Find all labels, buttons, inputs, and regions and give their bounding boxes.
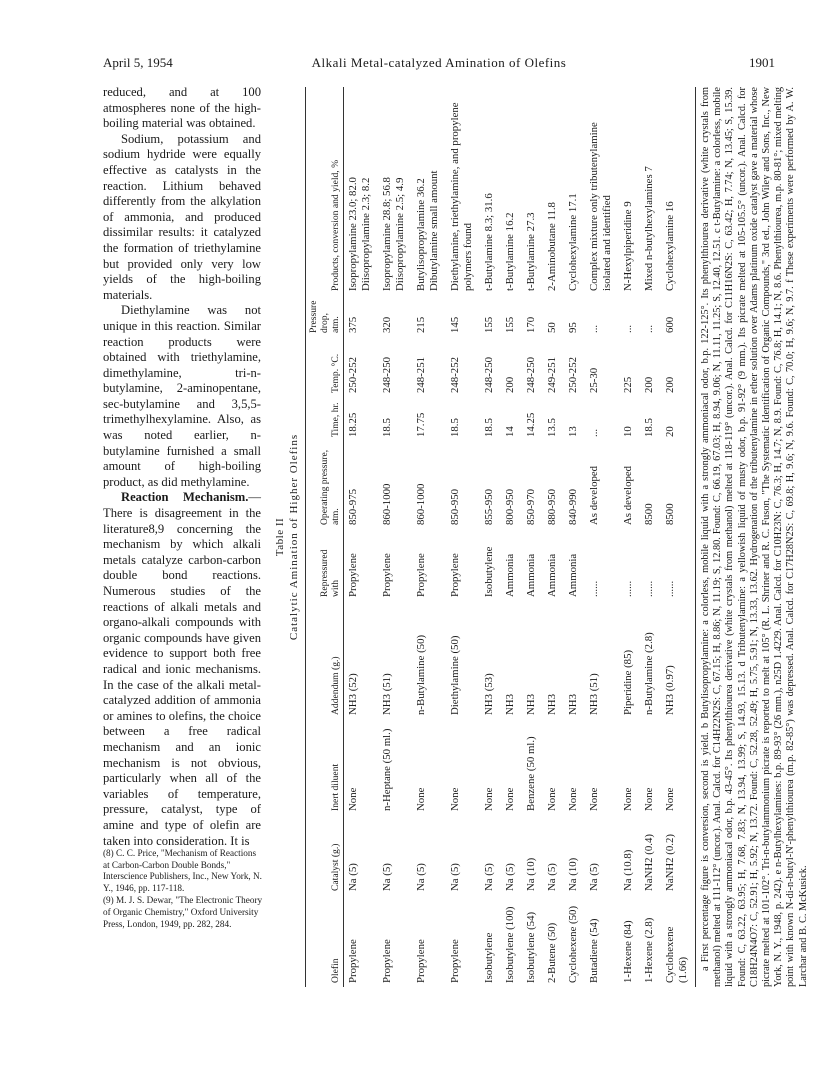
paragraph-1: reduced, and at 100 atmospheres none of the high-boiling material was obtained. [103, 85, 261, 131]
table-header-cell: Pressure drop, atm. [308, 300, 341, 333]
table-cell: 249-251 [546, 357, 558, 393]
table-cell: 13.5 [546, 418, 558, 437]
table-cell: None [664, 787, 676, 811]
table-cell: Butadiene (54) [588, 918, 600, 983]
table-cell: Propylene [415, 553, 427, 597]
table-header-cell: Addendum (g.) [330, 656, 341, 715]
table-cell: None [415, 787, 427, 811]
footnotes [103, 848, 263, 931]
table-cell: NH3 (53) [483, 673, 495, 715]
table-cell: Na (5) [415, 863, 427, 891]
table-cell: 2-Butene (50) [546, 922, 558, 983]
table-cell: 248-250 [381, 357, 393, 393]
table-cell: ... [643, 324, 655, 333]
table-cell: 860-1000 [415, 483, 427, 525]
table-row [344, 87, 379, 987]
table-cell: None [567, 787, 579, 811]
table-cell: NaNH2 (0.4) [643, 834, 655, 891]
table-cell: Cyclohexene (1.66) [664, 926, 689, 983]
table-cell: Na (5) [546, 863, 558, 891]
table-header-cell: Temp. °C. [330, 353, 341, 393]
table-header-cell: Products, conversion and yield, % [330, 159, 341, 291]
table-cell: 1-Hexene (84) [622, 920, 634, 983]
table-row [446, 87, 480, 987]
table-cell: NH3 [504, 694, 516, 715]
table-cell: Piperidine (85) [622, 649, 634, 715]
table-cell: Na (5) [504, 863, 516, 891]
table-header-cell: Inert diluent [330, 763, 341, 811]
table-cell: Propylene [347, 939, 359, 983]
table-cell: Propylene [347, 553, 359, 597]
table-row [640, 87, 661, 987]
table-cell: 25-30 [588, 367, 600, 393]
table-cell: 13 [567, 426, 579, 437]
table-cell: Na (5) [588, 863, 600, 891]
table-cell: None [449, 787, 461, 811]
table-cell: Diethylamine, triethylamine, and propylene polymers found [449, 102, 474, 291]
table-cell: 250-252 [347, 357, 359, 393]
table-cell: NH3 (51) [588, 673, 600, 715]
table-cell: Propylene [449, 553, 461, 597]
header-title: Alkali Metal-catalyzed Amination of Olefins [311, 55, 567, 70]
table-header-row [306, 87, 344, 987]
table-row [522, 87, 543, 987]
table-cell: ...... [588, 580, 600, 597]
table-cell: NH3 [525, 694, 537, 715]
table-row [543, 87, 564, 987]
table-cell: 2-Aminobutane 11.8 [546, 202, 558, 291]
table-cell: 840-990 [567, 489, 579, 525]
table-row [661, 87, 696, 987]
table-cell: None [347, 787, 359, 811]
table-cell: None [483, 787, 495, 811]
table-cell: Ammonia [546, 553, 558, 597]
data-table [305, 87, 696, 987]
table-row [564, 87, 585, 987]
table-cell: 375 [347, 316, 359, 333]
table-cell: None [622, 787, 634, 811]
table-label: Table II [274, 517, 286, 557]
table-cell: 17.75 [415, 412, 427, 437]
table-cell: 18.25 [347, 412, 359, 437]
table-cell: NH3 [567, 694, 579, 715]
paragraph-3: Diethylamine was not unique in this reaction. Similar reaction products were obtained with triethylamine, dimethylamine, tri-n-butylamine, 2-aminopentane, sec-butylamine and 3,5,5-trimethylhexylamine. Also, as was noted earlier, n-butylamine furnished a small amount of high-boiling product, as did methylamine. [103, 303, 261, 489]
table-cell: Propylene [381, 553, 393, 597]
table-cell: Isobutylene [483, 932, 495, 983]
table-cell: 600 [664, 316, 676, 333]
table-cell: 20 [664, 426, 676, 437]
table-cell: ... [588, 324, 600, 333]
table-cell: 215 [415, 316, 427, 333]
table-cell: ... [622, 324, 634, 333]
table-cell: None [504, 787, 516, 811]
table-header-cell: Olefin [330, 958, 341, 983]
table-cell: Isopropylamine 23.0; 82.0 Diisopropylamine 2.3; 8.2 [347, 177, 372, 291]
section-heading: Reaction Mechanism. [121, 490, 249, 505]
table-cell: t-Butylamine 8.3; 31.6 [483, 193, 495, 291]
table-cell: 8500 [643, 503, 655, 525]
table-row [501, 87, 522, 987]
table-row [585, 87, 619, 987]
table-cell: ...... [643, 580, 655, 597]
table-cell: Propylene [415, 939, 427, 983]
table-cell: 18.5 [483, 418, 495, 437]
table-cell: Na (5) [347, 863, 359, 891]
table-row [480, 87, 501, 987]
page-header [103, 55, 775, 73]
table-cell: N-Hexylpiperidine 9 [622, 201, 634, 291]
table-cell: t-Butylamine 16.2 [504, 212, 516, 291]
table-cell: 800-950 [504, 489, 516, 525]
table-cell: Diethylamine (50) [449, 635, 461, 715]
table-cell: Na (10) [525, 857, 537, 891]
table-row [378, 87, 412, 987]
table-cell: 860-1000 [381, 483, 393, 525]
table-cell: 14.25 [525, 412, 537, 437]
table-cell: Cyclohexylamine 16 [664, 201, 676, 291]
table-cell: 248-250 [483, 357, 495, 393]
table-cell: 850-975 [347, 489, 359, 525]
table-cell: 10 [622, 426, 634, 437]
header-date: April 5, 1954 [103, 55, 173, 70]
table-cell: 855-950 [483, 489, 495, 525]
table-cell: Ammonia [525, 553, 537, 597]
table-cell: NH3 (52) [347, 673, 359, 715]
table-cell: Isobutylene (100) [504, 906, 516, 983]
table-header-cell: Catalyst (g.) [330, 843, 341, 891]
table-cell: NH3 (0.97) [664, 665, 676, 715]
table-cell: ...... [622, 580, 634, 597]
table-cell: 250-252 [567, 357, 579, 393]
table-cell: Ammonia [504, 553, 516, 597]
table-cell: Cyclohexene (50) [567, 905, 579, 983]
paragraph-4-text: —There is disagreement in the literature8,9 concerning the mechanism by which alkali metals catalyze carbon-carbon double bond reactions. Numerous studies of the reactions of alkali metals and organo-alkali compounds with organic compounds have given evidence to support both free radical and ionic mechanisms. In the case of the alkali metal-catalyzed addition of ammonia or amines to olefins, the choice between a free radical mechanism and an ionic mechanism is not obvious, particularly when all of the variables of temperature, pressure, catalyst, type of amine and type of olefin are taken into consideration. It is [103, 490, 261, 848]
table-cell: 320 [381, 316, 393, 333]
table-cell: n-Butylamine (2.8) [643, 632, 655, 715]
paragraph-2: Sodium, potassium and sodium hydride were equally effective as catalysts in the reaction. Lithium behaved differently from the alkylation of ammonia, and produced dissimilar results: it catalyzed the formation of triethylamine but provided only very low yields of the high-boiling materials. [103, 131, 261, 302]
table-cell: Isobutylene [483, 546, 495, 597]
table-block [273, 87, 809, 987]
table-cell: n-Butylamine (50) [415, 634, 427, 715]
table-cell: Propylene [449, 939, 461, 983]
table-cell: 850-970 [525, 489, 537, 525]
table-cell: Isobutylene (54) [525, 911, 537, 983]
table-cell: Propylene [381, 939, 393, 983]
table-cell: Na (10) [567, 857, 579, 891]
table-cell: Na (5) [449, 863, 461, 891]
table-cell: 880-950 [546, 489, 558, 525]
table-cell: Na (5) [381, 863, 393, 891]
table-cell: NH3 (51) [381, 673, 393, 715]
table-cell: 18.5 [643, 418, 655, 437]
table-cell: t-Butylamine 27.3 [525, 212, 537, 291]
table-cell: 200 [504, 376, 516, 393]
table-cell: Mixed n-butylhexylamines 7 [643, 166, 655, 291]
table-cell: 170 [525, 316, 537, 333]
table-cell: 155 [483, 316, 495, 333]
table-cell: Complex mixture only tributenylamine isolated and identified [588, 122, 613, 291]
table-header-cell: Time, hr. [330, 402, 341, 437]
table-cell: NaNH2 (0.2) [664, 834, 676, 891]
table-cell: 95 [567, 322, 579, 333]
table-body [344, 87, 696, 987]
table-cell: Na (10.8) [622, 849, 634, 891]
table-row [412, 87, 446, 987]
table-cell: ... [588, 428, 600, 437]
table-cell: 18.5 [449, 418, 461, 437]
table-cell: As developed [622, 465, 634, 525]
table-cell: 50 [546, 322, 558, 333]
table-cell: As developed [588, 465, 600, 525]
table-header-cell: Operating pressure, atm. [319, 449, 341, 525]
footnote-9: (9) M. J. S. Dewar, "The Electronic Theory of Organic Chemistry," Oxford University Press, London, 1949, pp. 282, 284. [103, 895, 263, 929]
table-cell: Cyclohexylamine 17.1 [567, 193, 579, 291]
footnote-8: (8) C. C. Price, "Mechanism of Reactions at Carbon-Carbon Double Bonds," Interscience Publishers, Inc., New York, N. Y., 1946, pp. 117-118. [103, 848, 262, 893]
table-cell: 200 [664, 376, 676, 393]
table-cell: 200 [643, 376, 655, 393]
table-cell: Ammonia [567, 553, 579, 597]
table-cell: Na (5) [483, 863, 495, 891]
table-cell: 248-251 [415, 357, 427, 393]
table-cell: 18.5 [381, 418, 393, 437]
table-row [619, 87, 640, 987]
table-cell: 1-Hexene (2.8) [643, 917, 655, 983]
table-cell: None [643, 787, 655, 811]
paragraph-4 [103, 490, 261, 849]
rotated-table-region [273, 87, 809, 987]
table-cell: 225 [622, 376, 634, 393]
table-cell: 850-950 [449, 489, 461, 525]
table-caption: Catalytic Amination of Higher Olefins [288, 433, 300, 641]
table-cell: 155 [504, 316, 516, 333]
page-number: 1901 [749, 55, 775, 70]
table-footnote: a First percentage figure is conversion, second is yield. b Butylisopropylamine: a colorless, mobile liquid with a strongly ammoniacal odor, b.p. 122-125°. Its phenylthiourea derivative (white crystals from methanol) melted at 111-112° (uncor.). Anal. Calcd. for C14H22N2S: C, 67.15; H, 8.86; N, 11.19; S, 12.80. Found: C, 66.19, 67.03; H, 8.94, 9.06; N, 11.11, 11.25; S, 12.40, 12.51. c t-Butylamine: a colorless, mobile liquid with a strongly ammoniacal odor, b.p. 43-45°. Its phenylthiourea derivative (white crystals from methanol) melted at 118-119° (uncor.). Anal. Calcd. for C11H16N2S: C, 63.42; H, 7.74; N, 13.45; S, 15.39. Found: C, 63.22, 63.95; H, 7.68, 7.83; N, 13.94, 13.99; S, 14.93, 15.13. d Tributenylamine: a yellowish liquid of musty odor, b.p. 91-92° (9 mm.). Its picrate melted at 105-105.5° (uncor.). Anal. Calcd. for C18H24N4O7: C, 52.91; H, 5.92; N, 13.72. Found: C, 52.28, 52.49; H, 5.75, 5.91; N, 13.33, 13.62. Hydrogenation of the tributenylamine in ether solution over Adams platinum oxide catalyst gave a material whose picrate melted at 101-102°. Tri-n-butylammonium picrate is reported to melt at 105° (R. L. Shriner and R. C. Fuson, "The Systematic Identification of Organic Compounds," 3rd ed., John Wiley and Sons, Inc., New York, N. Y., 1948, p. 242). e n-Butylhexylamines: b.p. 89-93° (26 mm.), n25D 1.4229. Anal. Calcd. for C10H23N: C, 76.3; H, 14.7; N, 8.9. Found: C, 76.8; H, 14.1; N, 8.6. Phenylthiourea, m.p. 80-81°; mixed melting point with known N-di-n-butyl-N'-phenylthiourea (m.p. 82-85°) was depressed. Anal. Calcd. for C17H28N2S: C, 69.8; H, 9.6; N, 9.6. Found: C, 70.0; H, 9.6; N, 9.7. f These experiments were performed by A. W. Larchar and B. C. McKusick. [700, 87, 809, 987]
table-cell: ...... [664, 580, 676, 597]
table-cell: n-Heptane (50 ml.) [381, 728, 393, 811]
table-cell: 248-252 [449, 357, 461, 393]
table-cell: None [546, 787, 558, 811]
table-header-cell: Repressured with [319, 549, 341, 597]
table-cell: Benzene (50 ml.) [525, 736, 537, 811]
table-cell: 8500 [664, 503, 676, 525]
table-cell: None [588, 787, 600, 811]
table-cell: 145 [449, 316, 461, 333]
body-text-column [103, 85, 261, 849]
table-cell: NH3 [546, 694, 558, 715]
table-cell: Butylisopropylamine 36.2 Dibutylamine small amount [415, 170, 440, 291]
table-cell: 248-250 [525, 357, 537, 393]
table-cell: 14 [504, 426, 516, 437]
table-cell: Isopropylamine 28.8; 56.8 Diisopropylamine 2.5; 4.9 [381, 177, 406, 291]
